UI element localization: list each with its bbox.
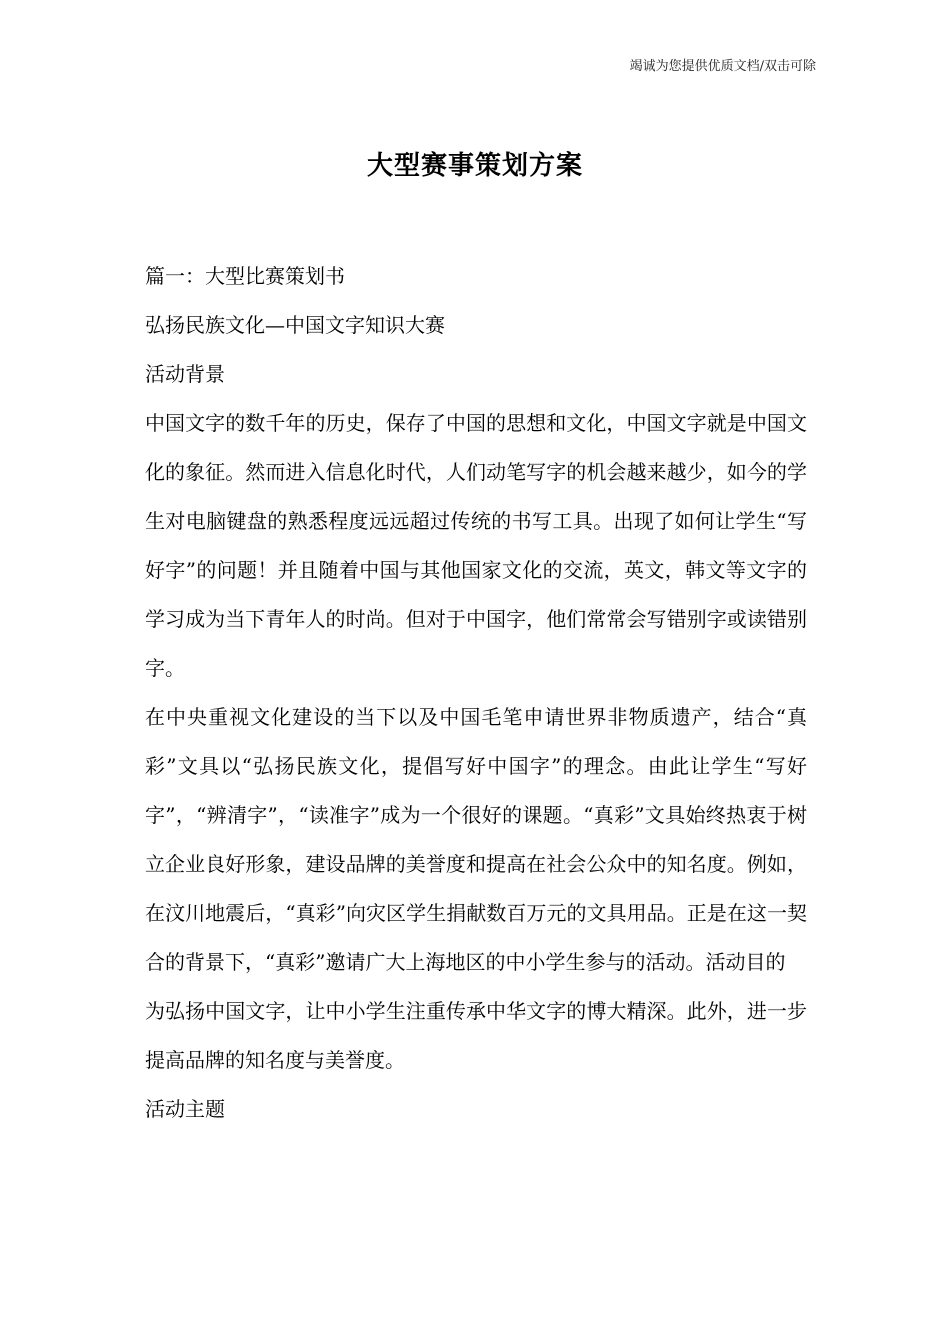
document-title: 大型赛事策划方案 (366, 151, 583, 181)
subheading: 活动背景 (145, 362, 225, 386)
paragraph: 为弘扬中国文字，让中小学生注重传承中华文字的博大精深。此外，进一步提高品牌的知名度与美誉度。 (145, 999, 807, 1072)
subheading: 活动主题 (145, 1097, 225, 1121)
paragraph: 在中央重视文化建设的当下以及中国毛笔申请世界非物质遗产，结合“真彩”文具以“弘扬民族文化，提倡写好中国字”的理念。由此让学生“写好字”，“辨清字”，“读准字”成为一个很好的课题。“真彩”文具始终热衷于树立企业良好形象，建设品牌的美誉度和提高在社会公众中的知名度。例如，在汶川地震后，“真彩”向灾区学生捐献数百万元的文具用品。正是在这一契合的背景下，“真彩”邀请广大上海地区的中小学生参与的活动。活动目的 (145, 705, 807, 974)
section-heading: 篇一：大型比赛策划书 (145, 264, 345, 288)
header-note: 竭诚为您提供优质文档/双击可除 (629, 59, 816, 74)
document-body (145, 252, 807, 1134)
paragraph: 弘扬民族文化—中国文字知识大赛 (145, 313, 445, 337)
paragraph: 中国文字的数千年的历史，保存了中国的思想和文化，中国文字就是中国文化的象征。然而进入信息化时代，人们动笔写字的机会越来越少，如今的学生对电脑键盘的熟悉程度远远超过传统的书写工具。出现了如何让学生“写好字”的问题！并且随着中国与其他国家文化的交流，英文，韩文等文字的学习成为当下青年人的时尚。但对于中国字，他们常常会写错别字或读错别字。 (145, 411, 807, 680)
